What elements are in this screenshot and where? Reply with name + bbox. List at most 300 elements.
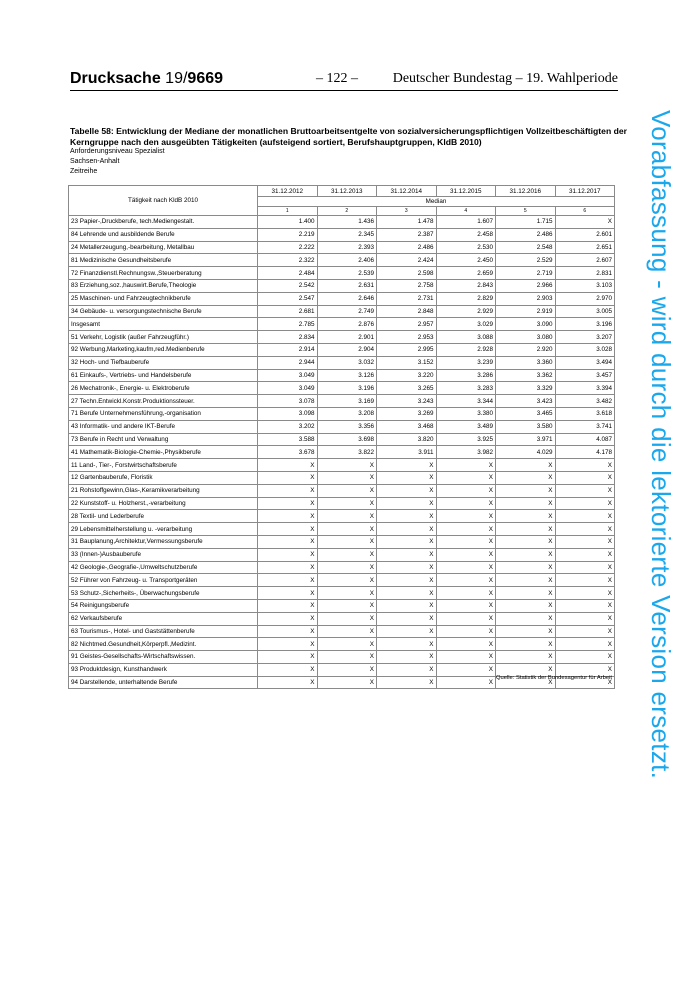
median-value: 3.208 (317, 407, 377, 420)
median-value: 2.901 (317, 331, 377, 344)
median-value: X (555, 574, 615, 587)
table-row (69, 459, 615, 472)
median-value: 3.618 (555, 407, 615, 420)
median-value: X (496, 625, 556, 638)
median-value: X (317, 523, 377, 536)
row-label: 92 Werbung,Marketing,kaufm,red.Medienberufe (69, 343, 258, 356)
median-value: 2.539 (317, 267, 377, 280)
median-value: 2.607 (555, 254, 615, 267)
median-value: X (258, 497, 318, 510)
median-value: X (258, 459, 318, 472)
median-value: 2.928 (436, 343, 496, 356)
table-row (69, 382, 615, 395)
table-row (69, 587, 615, 600)
median-value: 2.530 (436, 241, 496, 254)
row-label: 52 Führer von Fahrzeug- u. Transportgeräten (69, 574, 258, 587)
median-value: 3.580 (496, 420, 556, 433)
median-value: 3.028 (555, 343, 615, 356)
median-value: X (377, 484, 437, 497)
median-header: Median (258, 197, 615, 207)
row-label: 93 Produktdesign, Kunsthandwerk (69, 663, 258, 676)
median-value: X (377, 625, 437, 638)
median-value: X (377, 651, 437, 664)
median-value: X (377, 574, 437, 587)
median-value: X (555, 216, 615, 229)
median-value: X (258, 587, 318, 600)
median-value: X (555, 535, 615, 548)
median-value: 2.646 (317, 292, 377, 305)
median-value: X (258, 548, 318, 561)
date-header: 31.12.2015 (436, 186, 496, 197)
median-value: 3.207 (555, 331, 615, 344)
median-value: X (317, 561, 377, 574)
row-label: 71 Berufe Unternehmensführung,-organisation (69, 407, 258, 420)
median-value: 2.219 (258, 228, 318, 241)
median-value: X (436, 497, 496, 510)
median-value: 3.049 (258, 369, 318, 382)
median-value: 3.380 (436, 407, 496, 420)
median-value: 2.919 (496, 305, 556, 318)
median-value: 3.465 (496, 407, 556, 420)
median-value: 3.394 (555, 382, 615, 395)
median-value: X (258, 535, 318, 548)
median-value: X (555, 497, 615, 510)
median-value: 2.659 (436, 267, 496, 280)
row-label: 54 Reinigungsberufe (69, 599, 258, 612)
median-value: X (317, 651, 377, 664)
median-value: 3.098 (258, 407, 318, 420)
median-value: 3.269 (377, 407, 437, 420)
row-label: 25 Maschinen- und Fahrzeugtechnikberufe (69, 292, 258, 305)
median-value: X (555, 548, 615, 561)
date-header: 31.12.2014 (377, 186, 437, 197)
median-value: X (258, 574, 318, 587)
median-value: X (436, 523, 496, 536)
table-row (69, 638, 615, 651)
median-value: 2.547 (258, 292, 318, 305)
category-header: Tätigkeit nach KldB 2010 (69, 186, 258, 216)
table-row (69, 484, 615, 497)
row-label: 28 Textil- und Lederberufe (69, 510, 258, 523)
median-value: 1.607 (436, 216, 496, 229)
median-value: 3.265 (377, 382, 437, 395)
row-label: 51 Verkehr, Logistik (außer Fahrzeugführ.) (69, 331, 258, 344)
median-value: 3.286 (436, 369, 496, 382)
median-value: 2.387 (377, 228, 437, 241)
median-value: X (258, 561, 318, 574)
median-value: 2.719 (496, 267, 556, 280)
median-value: X (496, 676, 556, 689)
row-label: 73 Berufe in Recht und Verwaltung (69, 433, 258, 446)
median-table (68, 185, 615, 689)
table-body (69, 216, 615, 689)
median-value: 2.966 (496, 279, 556, 292)
date-header: 31.12.2012 (258, 186, 318, 197)
median-value: 2.970 (555, 292, 615, 305)
table-row (69, 599, 615, 612)
median-value: X (555, 471, 615, 484)
median-value: 3.356 (317, 420, 377, 433)
median-value: 2.458 (436, 228, 496, 241)
median-value: X (377, 612, 437, 625)
column-index: 5 (496, 207, 556, 216)
row-label: 21 Rohstoffgewinn,Glas-,Keramikverarbeitung (69, 484, 258, 497)
table-row (69, 471, 615, 484)
table-row (69, 548, 615, 561)
median-value: 2.903 (496, 292, 556, 305)
median-value: 3.103 (555, 279, 615, 292)
median-value: 2.598 (377, 267, 437, 280)
row-label: 23 Papier-,Druckberufe, tech.Mediengestalt. (69, 216, 258, 229)
median-value: X (377, 548, 437, 561)
median-value: 2.631 (317, 279, 377, 292)
median-value: X (317, 663, 377, 676)
median-value: 2.406 (317, 254, 377, 267)
median-value: 2.601 (555, 228, 615, 241)
median-value: 3.482 (555, 395, 615, 408)
median-value: 3.152 (377, 356, 437, 369)
median-value: 3.088 (436, 331, 496, 344)
median-value: X (258, 651, 318, 664)
median-value: X (436, 484, 496, 497)
median-value: 3.820 (377, 433, 437, 446)
median-value: X (258, 663, 318, 676)
median-value: X (555, 676, 615, 689)
table-row (69, 369, 615, 382)
row-label: 34 Gebäude- u. versorgungstechnische Berufe (69, 305, 258, 318)
median-value: X (555, 523, 615, 536)
median-value: X (436, 663, 496, 676)
median-value: 3.090 (496, 318, 556, 331)
median-value: 2.758 (377, 279, 437, 292)
table-row (69, 612, 615, 625)
median-value: X (377, 638, 437, 651)
row-label: 27 Techn.Entwickl.Konstr.Produktionssteuer. (69, 395, 258, 408)
row-label: 11 Land-, Tier-, Forstwirtschaftsberufe (69, 459, 258, 472)
column-index: 3 (377, 207, 437, 216)
table-row (69, 510, 615, 523)
median-value: 3.202 (258, 420, 318, 433)
median-value: X (317, 471, 377, 484)
institution-label: Deutscher Bundestag – 19. Wahlperiode (392, 71, 618, 86)
date-header: 31.12.2013 (317, 186, 377, 197)
median-value: X (377, 676, 437, 689)
median-value: X (496, 587, 556, 600)
median-value: 2.834 (258, 331, 318, 344)
document-number: Drucksache 19/9669 (70, 70, 224, 87)
subline-series: Zeitreihe (70, 168, 98, 175)
median-value: 3.678 (258, 446, 318, 459)
median-value: 3.080 (496, 331, 556, 344)
row-label: 41 Mathematik-Biologie-Chemie-,Physikberufe (69, 446, 258, 459)
median-value: X (436, 471, 496, 484)
median-value: X (436, 548, 496, 561)
table-row (69, 535, 615, 548)
median-value: 2.731 (377, 292, 437, 305)
median-value: X (258, 471, 318, 484)
median-value: X (496, 523, 556, 536)
median-value: X (436, 651, 496, 664)
median-value: X (436, 561, 496, 574)
median-value: 3.243 (377, 395, 437, 408)
median-value: 3.239 (436, 356, 496, 369)
median-value: 2.345 (317, 228, 377, 241)
median-value: 3.005 (555, 305, 615, 318)
median-value: 3.196 (555, 318, 615, 331)
column-index: 2 (317, 207, 377, 216)
median-value: X (377, 510, 437, 523)
median-value: X (317, 459, 377, 472)
median-value: X (258, 676, 318, 689)
column-index: 6 (555, 207, 615, 216)
median-value: 2.904 (317, 343, 377, 356)
median-value: X (317, 676, 377, 689)
row-label: 63 Tourismus-, Hotel- und Gaststättenberufe (69, 625, 258, 638)
median-value: 3.925 (436, 433, 496, 446)
median-value: X (496, 471, 556, 484)
median-value: 3.126 (317, 369, 377, 382)
median-value: X (555, 625, 615, 638)
column-index: 1 (258, 207, 318, 216)
median-value: X (496, 638, 556, 651)
median-value: X (555, 459, 615, 472)
table-row (69, 395, 615, 408)
median-value: 3.078 (258, 395, 318, 408)
subline-level: Anforderungsniveau Spezialist (70, 148, 165, 155)
median-value: 3.698 (317, 433, 377, 446)
median-value: X (258, 612, 318, 625)
median-value: 2.651 (555, 241, 615, 254)
row-label: 81 Medizinische Gesundheitsberufe (69, 254, 258, 267)
table-row (69, 305, 615, 318)
table-row (69, 407, 615, 420)
median-value: 2.944 (258, 356, 318, 369)
median-value: X (317, 510, 377, 523)
median-value: X (258, 625, 318, 638)
median-value: X (436, 676, 496, 689)
median-value: 3.982 (436, 446, 496, 459)
row-label: 91 Geistes-Gesellschafts-Wirtschaftswissen. (69, 651, 258, 664)
median-value: X (258, 638, 318, 651)
median-value: X (258, 523, 318, 536)
table-row (69, 279, 615, 292)
median-value: X (555, 510, 615, 523)
header-rule (70, 90, 618, 91)
row-label: 24 Metallerzeugung,-bearbeitung, Metallbau (69, 241, 258, 254)
date-header: 31.12.2016 (496, 186, 556, 197)
median-value: 2.843 (436, 279, 496, 292)
median-value: X (258, 510, 318, 523)
median-value: X (258, 599, 318, 612)
draft-watermark: Vorabfassung - wird durch die lektorierte Version ersetzt. (646, 110, 676, 780)
median-value: X (496, 535, 556, 548)
table-row (69, 433, 615, 446)
table-row (69, 561, 615, 574)
row-label: 82 Nichtmed.Gesundheit,Körperpfl.,Medizint. (69, 638, 258, 651)
table-row (69, 216, 615, 229)
median-value: X (496, 561, 556, 574)
median-value: 3.911 (377, 446, 437, 459)
row-label: 22 Kunststoff- u. Holzherst.,-verarbeitung (69, 497, 258, 510)
median-value: 3.220 (377, 369, 437, 382)
median-value: X (436, 638, 496, 651)
median-value: 3.196 (317, 382, 377, 395)
median-value: X (436, 535, 496, 548)
median-value: 2.749 (317, 305, 377, 318)
median-value: 3.741 (555, 420, 615, 433)
median-value: X (317, 638, 377, 651)
table-row (69, 420, 615, 433)
median-value: 3.344 (436, 395, 496, 408)
median-value: 3.971 (496, 433, 556, 446)
median-value: X (317, 599, 377, 612)
median-value: X (496, 459, 556, 472)
table-row (69, 318, 615, 331)
table-row (69, 292, 615, 305)
median-value: 3.494 (555, 356, 615, 369)
median-value: X (436, 459, 496, 472)
median-value: 2.548 (496, 241, 556, 254)
page-number: – 122 – (316, 71, 358, 86)
median-value: 3.049 (258, 382, 318, 395)
median-value: 2.953 (377, 331, 437, 344)
row-label: 61 Einkaufs-, Vertriebs- und Handelsberufe (69, 369, 258, 382)
median-value: X (377, 663, 437, 676)
table-row (69, 331, 615, 344)
median-value: 2.424 (377, 254, 437, 267)
median-value: 2.831 (555, 267, 615, 280)
table-row (69, 651, 615, 664)
table-row (69, 625, 615, 638)
table-row (69, 228, 615, 241)
median-value: 1.478 (377, 216, 437, 229)
table-row (69, 254, 615, 267)
median-value: X (317, 484, 377, 497)
median-value: X (555, 587, 615, 600)
median-value: X (496, 574, 556, 587)
row-label: 84 Lehrende und ausbildende Berufe (69, 228, 258, 241)
row-label: 94 Darstellende, unterhaltende Berufe (69, 676, 258, 689)
median-value: X (436, 574, 496, 587)
table-row (69, 356, 615, 369)
median-value: 3.822 (317, 446, 377, 459)
median-value: 2.484 (258, 267, 318, 280)
table-row (69, 523, 615, 536)
median-value: 2.848 (377, 305, 437, 318)
median-value: 1.436 (317, 216, 377, 229)
median-value: X (317, 587, 377, 600)
median-value: X (496, 510, 556, 523)
table-row (69, 574, 615, 587)
median-value: X (496, 548, 556, 561)
row-label: 83 Erziehung,soz.,hauswirt.Berufe,Theologie (69, 279, 258, 292)
median-value: 2.957 (377, 318, 437, 331)
row-label: 72 Finanzdienstl.Rechnungsw.,Steuerberatung (69, 267, 258, 280)
median-value: X (317, 497, 377, 510)
median-value: X (377, 471, 437, 484)
median-value: 1.715 (496, 216, 556, 229)
row-label: 26 Mechatronik-, Energie- u. Elektroberufe (69, 382, 258, 395)
median-value: X (496, 497, 556, 510)
table-row (69, 497, 615, 510)
median-value: 2.486 (377, 241, 437, 254)
median-value: 3.169 (317, 395, 377, 408)
row-label: 62 Verkaufsberufe (69, 612, 258, 625)
median-value: 2.529 (496, 254, 556, 267)
median-value: X (317, 625, 377, 638)
row-label: 43 Informatik- und andere IKT-Berufe (69, 420, 258, 433)
row-label: 53 Schutz-,Sicherheits-, Überwachungsberufe (69, 587, 258, 600)
median-value: 3.032 (317, 356, 377, 369)
table-row (69, 446, 615, 459)
page-header (70, 70, 618, 92)
median-value: 2.681 (258, 305, 318, 318)
median-value: X (555, 638, 615, 651)
median-value: 2.785 (258, 318, 318, 331)
row-label: 42 Geologie-,Geografie-,Umweltschutzberufe (69, 561, 258, 574)
column-index: 4 (436, 207, 496, 216)
median-value: 2.929 (436, 305, 496, 318)
table-title: Tabelle 58: Entwicklung der Mediane der monatlichen Bruttoarbeitsentgelte von sozialversicherungspflichtigen Vollzeitbeschäftigten der Kerngruppe nach den ausgeübten Tätigkeiten (aufsteigend sortiert, Berufshauptgruppen, KldB 2010) (70, 126, 627, 147)
row-label: 31 Bauplanung,Architektur,Vermessungsberufe (69, 535, 258, 548)
median-value: X (496, 651, 556, 664)
median-value: X (555, 484, 615, 497)
median-value: X (555, 599, 615, 612)
median-value: 2.829 (436, 292, 496, 305)
subline-region: Sachsen-Anhalt (70, 158, 120, 165)
median-value: 3.489 (436, 420, 496, 433)
median-value: X (436, 510, 496, 523)
median-value: X (555, 561, 615, 574)
median-value: 1.400 (258, 216, 318, 229)
median-value: X (436, 587, 496, 600)
median-value: X (377, 599, 437, 612)
median-value: 2.542 (258, 279, 318, 292)
median-value: 2.322 (258, 254, 318, 267)
table-row (69, 241, 615, 254)
median-value: X (258, 484, 318, 497)
median-value: X (377, 523, 437, 536)
median-value: 3.588 (258, 433, 318, 446)
row-label: 29 Lebensmittelherstellung u. -verarbeitung (69, 523, 258, 536)
median-value: 2.486 (496, 228, 556, 241)
median-value: 3.360 (496, 356, 556, 369)
median-value: X (317, 574, 377, 587)
table-row (69, 267, 615, 280)
median-value: X (496, 612, 556, 625)
row-label: Insgesamt (69, 318, 258, 331)
median-value: X (555, 663, 615, 676)
median-value: 3.283 (436, 382, 496, 395)
row-label: 32 Hoch- und Tiefbauberufe (69, 356, 258, 369)
median-value: 3.362 (496, 369, 556, 382)
row-label: 12 Gartenbauberufe, Floristik (69, 471, 258, 484)
median-value: 2.995 (377, 343, 437, 356)
median-value: X (436, 599, 496, 612)
median-value: 4.087 (555, 433, 615, 446)
date-header: 31.12.2017 (555, 186, 615, 197)
median-value: 2.222 (258, 241, 318, 254)
median-value: X (496, 599, 556, 612)
median-value: 2.450 (436, 254, 496, 267)
median-value: X (377, 561, 437, 574)
median-value: 3.329 (496, 382, 556, 395)
median-value: 3.423 (496, 395, 556, 408)
median-value: 2.393 (317, 241, 377, 254)
median-value: X (317, 548, 377, 561)
median-value: X (377, 535, 437, 548)
median-value: 2.914 (258, 343, 318, 356)
